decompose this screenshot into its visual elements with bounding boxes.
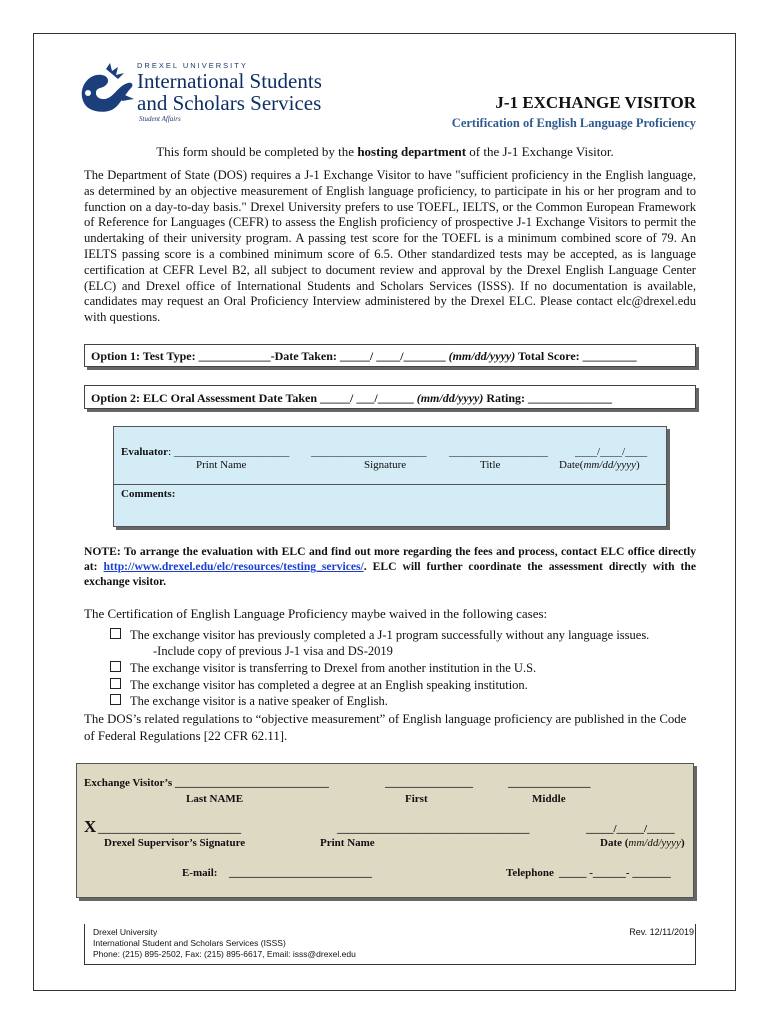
evaluator-divider: [113, 484, 667, 485]
logo-tagline: Student Affairs: [139, 115, 181, 123]
waiver-item-transfer[interactable]: The exchange visitor is transferring to Drexel from another institution in the U.S.: [110, 660, 536, 676]
logo-title-line2: and Scholars Services: [137, 91, 322, 115]
print-name-label: Print Name: [320, 837, 375, 849]
logo-university-name: DREXEL UNIVERSITY: [137, 61, 248, 70]
dragon-logo-icon: [76, 63, 136, 115]
email-label: E-mail:: [182, 867, 218, 879]
waiver-sub-note: -Include copy of previous J-1 visa and DS-2019: [153, 644, 393, 658]
elc-note: NOTE: To arrange the evaluation with ELC and find out more regarding the fees and process, contact ELC office directly at: http://www.drexel.edu/elc/resources/testing_services/. ELC will further coordinate the assessment directly with the exchange visitor.: [84, 545, 697, 588]
footer-contact: [93, 927, 356, 960]
logo-title-line1: International Students: [137, 69, 322, 93]
first-name-label: First: [405, 793, 428, 805]
evaluator-name-field[interactable]: Evaluator: _____________________: [121, 446, 290, 458]
footer-university: Drexel University: [93, 927, 158, 937]
telephone-label: Telephone: [506, 867, 554, 879]
evaluator-signature-field[interactable]: _____________________: [311, 446, 427, 458]
evaluator-date-field[interactable]: ____/____/____: [575, 446, 648, 458]
footer-phone-email: Phone: (215) 895-2502, Fax: (215) 895-6617, Email: isss@drexel.edu: [93, 949, 356, 959]
signature-x-mark: X: [84, 817, 97, 836]
elc-testing-link[interactable]: http://www.drexel.edu/elc/resources/testing_services/: [103, 560, 364, 573]
footer-department: International Student and Scholars Services (ISSS): [93, 938, 286, 948]
telephone-field[interactable]: _____ -______- _______: [559, 867, 671, 879]
option1-test-type-field[interactable]: Option 1: Test Type: ____________-Date Taken: _____/ ____/_______ (mm/dd/yyyy) Total Score: _________: [84, 344, 696, 367]
visitor-first-name-field[interactable]: ________________: [385, 777, 473, 789]
checkbox-icon[interactable]: [110, 661, 121, 672]
email-field[interactable]: __________________________: [229, 867, 372, 879]
visitor-middle-name-field[interactable]: _______________: [508, 777, 591, 789]
evaluator-box: [113, 426, 667, 527]
last-name-label: Last NAME: [186, 793, 244, 805]
dos-regulations-note: The DOS’s related regulations to “objective measurement” of English language proficiency are published in the Code of Federal Regulations [22 CFR 62.11].: [84, 712, 687, 743]
waiver-item-degree[interactable]: The exchange visitor has completed a degree at an English speaking institution.: [110, 677, 528, 693]
form-subtitle: Certification of English Language Proficiency: [451, 116, 696, 130]
signature-label: Signature: [364, 459, 407, 471]
option2-oral-assessment-field[interactable]: Option 2: ELC Oral Assessment Date Taken _____/ ___/______ (mm/dd/yyyy) Rating: ______________: [84, 385, 696, 409]
waiver-intro: The Certification of English Language Proficiency maybe waived in the following cases:: [84, 606, 548, 621]
visitor-last-name-field[interactable]: Exchange Visitor’s ____________________________: [84, 777, 329, 789]
evaluator-title-field[interactable]: __________________: [449, 446, 548, 458]
footer-revision: Rev. 12/11/2019: [629, 927, 694, 937]
date-label: Date(mm/dd/yyyy): [559, 459, 640, 471]
print-name-label: Print Name: [196, 459, 247, 471]
checkbox-icon[interactable]: [110, 694, 121, 705]
waiver-item-prior-j1[interactable]: The exchange visitor has previously completed a J-1 program successfully without any language issues.: [110, 627, 649, 643]
requirements-paragraph: The Department of State (DOS) requires a J-1 Exchange Visitor to have "sufficient proficiency in the English language, as determined by an objective measurement of English language proficiency, to participate in his or her program and to function on a day-to-day basis." Drexel University prefers to use TOEFL, IELTS, or the Common European Framework of Reference for Languages (CEFR) to assess the English proficiency of prospective J-1 Exchange Visitors to permit the undertaking of their university program. A passing test score for the TOEFL is a minimum combined score of 79. An IELTS passing score is a combined minimum score of 6.5. Other standardized tests may be accepted, as is language certification at CEFR Level B2, all subject to document review and approval by the Drexel English Language Center (ELC) and Drexel office of International Students and Scholars Services (ISSS). If no documentation is available, candidates may request an Oral Proficiency Interview administered by the Drexel ELC. Please contact elc@drexel.edu with questions.: [84, 168, 696, 325]
checkbox-icon[interactable]: [110, 678, 121, 689]
form-title: J-1 EXCHANGE VISITOR: [495, 93, 696, 112]
date-format-label: Date (mm/dd/yyyy): [600, 837, 685, 849]
intro-line: This form should be completed by the hosting department of the J-1 Exchange Visitor.: [156, 144, 614, 159]
supervisor-print-name-field[interactable]: ___________________________________: [337, 823, 530, 835]
supervisor-date-field[interactable]: _____/_____/_____: [586, 823, 675, 835]
supervisor-signature-field[interactable]: __________________________: [98, 823, 241, 835]
comments-field[interactable]: Comments:: [121, 488, 176, 500]
checkbox-icon[interactable]: [110, 628, 121, 639]
title-label: Title: [480, 459, 501, 471]
middle-name-label: Middle: [532, 793, 566, 805]
waiver-item-native[interactable]: The exchange visitor is a native speaker of English.: [110, 693, 388, 709]
supervisor-signature-label: Drexel Supervisor’s Signature: [104, 837, 246, 849]
